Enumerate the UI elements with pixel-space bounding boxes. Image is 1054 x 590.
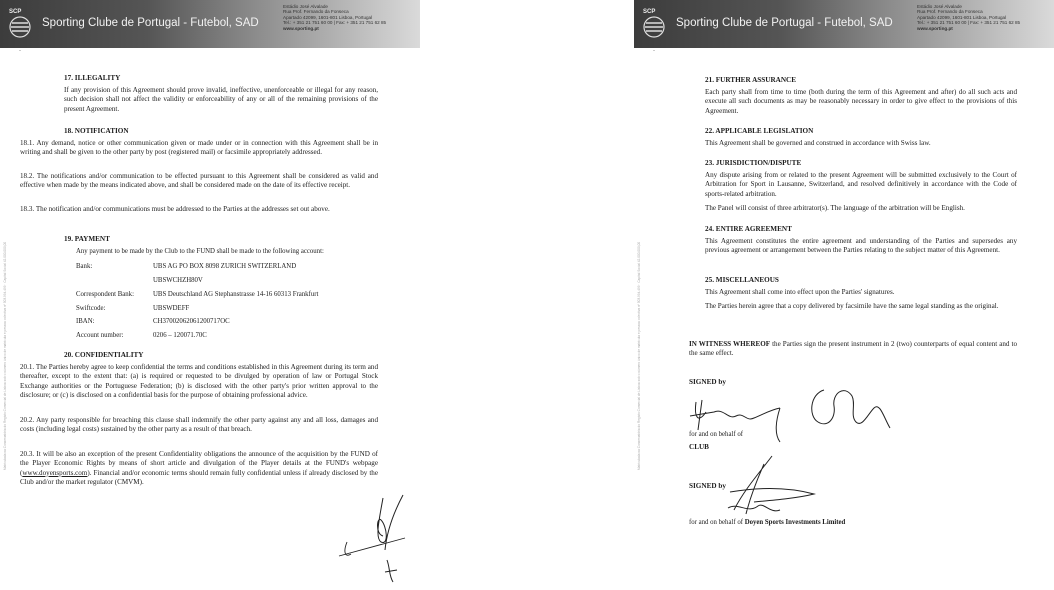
doyen-website-link[interactable]: www.doyensports.com (22, 468, 88, 477)
letterhead (0, 0, 420, 48)
section-heading: 25. MISCELLANEOUS (705, 276, 779, 284)
section-text: 18.1. Any demand, notice or other communication given or made under or in connection with this Agreement shall be in writing and shall be given to the other party by post (registered mail) or facsimile appropriately addressed. (20, 139, 378, 157)
club-signatures (684, 372, 914, 452)
section-text: 18.2. The notifications and/or communication to be effected pursuant to this Agreement shall be considered as valid and effective when made by the means indicated above, and shall be considered made on the date of its effective receipt. (20, 172, 378, 190)
party-club: CLUB (689, 443, 709, 451)
section-heading: 23. JURISDICTION/DISPUTE (705, 159, 802, 167)
account-value: 0206 – 120071.70C (153, 332, 207, 339)
club-crest-icon (640, 6, 668, 40)
section-text: If any provision of this Agreement should prove invalid, ineffective, unenforceable or illegal for any reason, such decision shall not affect the validity or enforceability of any or all of the remaining provisions of the present Agreement. (64, 86, 378, 113)
section-text: 18.3. The notification and/or communications must be addressed to the Parties at the addresses set out above. (20, 205, 330, 213)
club-website: www.sporting.pt (283, 25, 319, 31)
section-text: The Panel will consist of three arbitrator(s). The language of the arbitration will be English. (705, 204, 965, 212)
behalf-label: for and on behalf of (689, 431, 743, 438)
section-heading: 18. NOTIFICATION (64, 127, 129, 135)
bank-value: UBS AG PO BOX 8098 ZURICH SWITZERLAND (153, 263, 297, 270)
club-address: Estádio José Alvalade Rua Prof. Fernando da Fonseca Apartado 42099, 1601-801 Lisboa, Portugal Tel.: + 351 21 751 60 00 | Fax: + 351 21 751 62 85 www.sporting.pt (283, 4, 387, 31)
behalf-doyen: for and on behalf of Doyen Sports Investments Limited (689, 519, 846, 526)
document-page-left: SCP Sporting Clube de Portugal - Futebol, SAD Estádio José Alvalade Rua Prof. Fernando da Fonseca Apartado 42099, 1601-801 Lisboa, Portugal Tel.: + 351 21 751 60 00 | Fax: + 351 21 751 62 85 www.sporting.pt - Matriculada na Conservatória do Registo Comercial de Lisboa sob o número único de matrícula e pessoa colectiva nº 503.994.499 · Capital Social 42.000.000,00 17. ILLEGALITY If any provision of this Agreement should prove invalid, ineffective, unenforceable or illegal for any reason, such decision shall not affect the validity or enforceability of any or all of the remaining provisions of the present Agreement. 18. NOTIFICATION 18.1. Any demand, notice or other communication given or made under or in connection with this Agreement shall be in writing and shall be given to the other party by post (registered mail) or facsimile appropriately addressed. 18.2. The notifications and/or communication to be effected pursuant to this Agreement shall be considered as valid and effective when made by the means indicated above, and shall be considered made on the date of its effective receipt. 18.3. The notification and/or communications must be addressed to the Parties at the addresses set out above. 19. PAYMENT Any payment to be made by the Club to the FUND shall be made to the following account: Bank: UBS AG PO BOX 8098 ZURICH SWITZERLAND UBSWCHZH80V Correspondent Bank: UBS Deutschland AG Stephanstrasse 14-16 60313 Frankfurt Swiftcode: UBSWDEFF IBAN: CH37002062061200717OC Account number: 0206 – 120071.70C 20. CONFIDENTIALITY 20.1. The Parties hereby agree to keep confidential the terms and conditions established in this Agreement during its term and thereafter, except to the extent that: (a) is required or requested to be divulged by operation of law or Portugal Stock Exchange authorities or the Portuguese Federation; (b) is disclosed with the other party's prior written approval to the disclosure; or (c) is disclosed on a confidential basis for the purpose of obtaining professional advice. 20.2. Any party responsible for breaching this clause shall indemnify the other party against any and all loss, damages and costs (including legal costs) sustained by the other party as a result of that breach. 20.3. It will be also an exception of the present Confidentiality obligations the announce of the acquisition by the FUND of the Player Economic Rights by means of short article and divulgation of the Player details at the FUND's webpage (www.doyensports.com). Financial and/or economic terms should remain fully confidential unless if already disclosed by the Club and/or the market regulator (CMVM). (0, 0, 420, 590)
club-website: www.sporting.pt (917, 25, 953, 31)
correspondent-value: UBS Deutschland AG Stephanstrasse 14-16 60313 Frankfurt (153, 291, 319, 298)
section-text: 20.2. Any party responsible for breaching this clause shall indemnify the other party against any and all loss, damages and costs (including legal costs) sustained by the other party as a result of that breach. (20, 416, 378, 434)
swift-value: UBSWDEFF (153, 305, 190, 312)
iban-value: CH37002062061200717OC (153, 318, 230, 325)
bank-code: UBSWCHZH80V (153, 277, 203, 284)
section-text: Any dispute arising from or related to the present Agreement will be submitted exclusively to the Court of Arbitration for Sport in Lausanne, Switzerland, and resolved definitively in accordance with the Code of sports-related arbitration. (705, 171, 1017, 198)
section-heading: 19. PAYMENT (64, 235, 110, 243)
club-name: Sporting Clube de Portugal - Futebol, SAD (42, 17, 259, 29)
club-crest-icon (6, 6, 34, 40)
section-text: 20.3. It will be also an exception of the present Confidentiality obligations the announce of the acquisition by the FUND of the Player Economic Rights by means of short article and divulgation of the Player details at the FUND's webpage (www.doyensports.com). Financial and/or economic terms should remain fully confidential unless if already disclosed by the Club and/or the market regulator (CMVM). (20, 450, 378, 486)
section-text: This Agreement constitutes the entire agreement and understanding of the Parties and supersedes any previous agreement or arrangement between the Parties relating to the subject matter of this Agreement. (705, 237, 1017, 255)
section-heading: 22. APPLICABLE LEGISLATION (705, 127, 814, 135)
club-name: Sporting Clube de Portugal - Futebol, SAD (676, 17, 893, 29)
initials-signature (335, 490, 410, 585)
signed-by-label: SIGNED by (689, 378, 726, 386)
party-doyen: Doyen Sports Investments Limited (744, 519, 846, 526)
svg-text:SCP: SCP (643, 9, 656, 15)
section-text: The Parties herein agree that a copy delivered by facsimile have the same legal standing as the original. (705, 302, 999, 310)
margin-registration-note: Matriculada na Conservatória do Registo Comercial de Lisboa sob o número único de matrícula e pessoa colectiva nº 503.994.499 · Capital Social 42.000.000,00 (637, 241, 641, 470)
club-address: Estádio José Alvalade Rua Prof. Fernando da Fonseca Apartado 42099, 1601-801 Lisboa, Portugal Tel.: + 351 21 751 60 00 | Fax: + 351 21 751 62 85 www.sporting.pt (917, 4, 1021, 31)
payment-intro: Any payment to be made by the Club to the FUND shall be made to the following account: (76, 248, 324, 255)
doyen-signature (694, 452, 844, 522)
section-heading: 21. FURTHER ASSURANCE (705, 76, 797, 84)
section-heading: 20. CONFIDENTIALITY (64, 351, 144, 359)
section-text: 20.1. The Parties hereby agree to keep confidential the terms and conditions established in this Agreement during its term and thereafter, except to the extent that: (a) is required or requested to be divulged by operation of law or Portugal Stock Exchange authorities or the Portuguese Federation; (b) is disclosed with the other party's prior written approval to the disclosure; or (c) is disclosed on a confidential basis for the purpose of obtaining professional advice. (20, 363, 378, 399)
iban-label: IBAN: (76, 318, 95, 325)
letterhead (634, 0, 1054, 48)
svg-text:SCP: SCP (9, 9, 22, 15)
account-label: Account number: (76, 332, 124, 339)
section-text: This Agreement shall be governed and construed in accordance with Swiss law. (705, 139, 931, 147)
section-heading: 24. ENTIRE AGREEMENT (705, 225, 792, 233)
correspondent-label: Correspondent Bank: (76, 291, 134, 298)
signed-by-label: SIGNED by (689, 482, 726, 490)
document-page-right: SCP Sporting Clube de Portugal - Futebol, SAD Estádio José Alvalade Rua Prof. Fernando da Fonseca Apartado 42099, 1601-801 Lisboa, Portugal Tel.: + 351 21 751 60 00 | Fax: + 351 21 751 62 85 www.sporting.pt - Matriculada na Conservatória do Registo Comercial de Lisboa sob o número único de matrícula e pessoa colectiva nº 503.994.499 · Capital Social 42.000.000,00 21. FURTHER ASSURANCE Each party shall from time to time (both during the term of this Agreement and after) do all such acts and execute all such documents as may be reasonably necessary in order to give effect to the provisions of this Agreement. 22. APPLICABLE LEGISLATION This Agreement shall be governed and construed in accordance with Swiss law. 23. JURISDICTION/DISPUTE Any dispute arising from or related to the present Agreement will be submitted exclusively to the Court of Arbitration for Sport in Lausanne, Switzerland, and resolved definitively in accordance with the Code of sports-related arbitration. The Panel will consist of three arbitrator(s). The language of the arbitration will be English. 24. ENTIRE AGREEMENT This Agreement constitutes the entire agreement and understanding of the Parties and supersedes any previous agreement or arrangement between the Parties relating to the subject matter of this Agreement. 25. MISCELLANEOUS This Agreement shall come into effect upon the Parties' signatures. The Parties herein agree that a copy delivered by facsimile have the same legal standing as the original. IN WITNESS WHEREOF the Parties sign the present instrument in 2 (two) counterparts of equal content and to the same effect. SIGNED by for and on behalf of CLUB SIGNED by for and on behalf of Doyen Sports Investments Limited (634, 0, 1054, 590)
swift-label: Swiftcode: (76, 305, 106, 312)
bank-label: Bank: (76, 263, 93, 270)
section-text: This Agreement shall come into effect upon the Parties' signatures. (705, 288, 895, 296)
section-text: Each party shall from time to time (both during the term of this Agreement and after) do all such acts and execute all such documents as may be reasonably necessary in order to give effect to the provisions of this Agreement. (705, 88, 1017, 115)
section-heading: 17. ILLEGALITY (64, 74, 121, 82)
witness-clause: IN WITNESS WHEREOF the Parties sign the present instrument in 2 (two) counterparts of equal content and to the same effect. (689, 340, 1017, 358)
margin-registration-note: Matriculada na Conservatória do Registo Comercial de Lisboa sob o número único de matrícula e pessoa colectiva nº 503.994.499 · Capital Social 42.000.000,00 (3, 241, 7, 470)
